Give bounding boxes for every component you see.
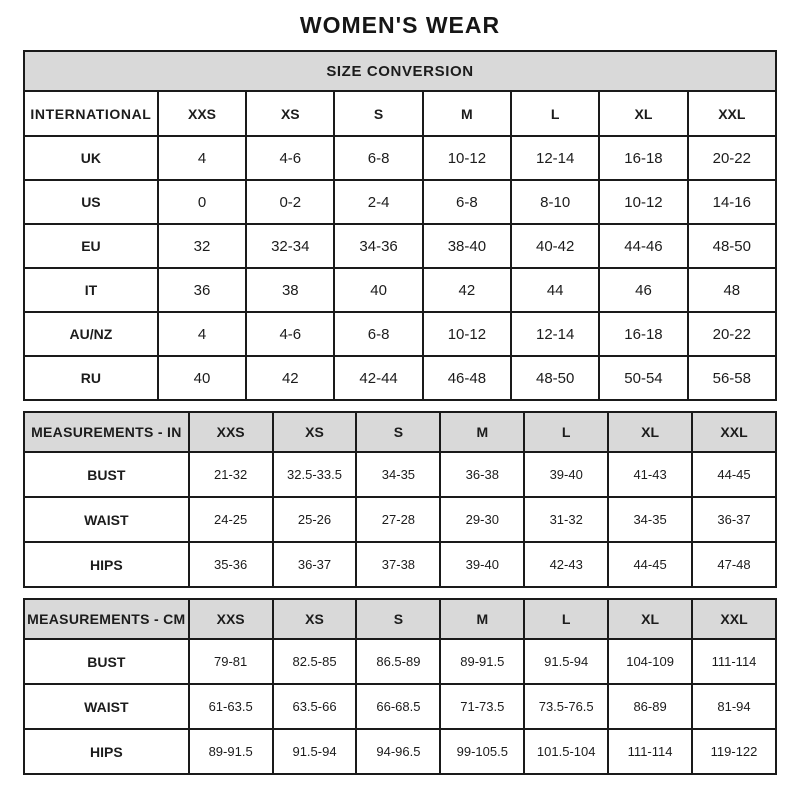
size-column-header: XL	[608, 412, 692, 452]
size-column-header: M	[423, 91, 511, 136]
value-cell: 34-36	[334, 224, 422, 268]
value-cell: 66-68.5	[356, 684, 440, 729]
value-cell: 21-32	[189, 452, 273, 497]
size-column-header: XXS	[158, 91, 246, 136]
size-column-header: S	[334, 91, 422, 136]
row-label: IT	[24, 268, 158, 312]
measurements-cm-body	[24, 639, 776, 774]
size-column-header: XXS	[189, 599, 273, 639]
value-cell: 61-63.5	[189, 684, 273, 729]
value-cell: 50-54	[599, 356, 687, 400]
row-header-title: INTERNATIONAL	[24, 91, 158, 136]
size-conversion-body	[24, 136, 776, 400]
value-cell: 6-8	[334, 312, 422, 356]
value-cell: 47-48	[692, 542, 776, 587]
size-column-header: XXL	[692, 412, 776, 452]
measurements-in-body	[24, 452, 776, 587]
row-label: BUST	[24, 639, 189, 684]
row-label: UK	[24, 136, 158, 180]
value-cell: 0-2	[246, 180, 334, 224]
value-cell: 25-26	[273, 497, 357, 542]
value-cell: 32	[158, 224, 246, 268]
size-column-header: XS	[273, 599, 357, 639]
table-row	[24, 224, 776, 268]
size-column-header: M	[440, 599, 524, 639]
size-column-header: L	[511, 91, 599, 136]
value-cell: 46-48	[423, 356, 511, 400]
value-cell: 119-122	[692, 729, 776, 774]
value-cell: 4	[158, 312, 246, 356]
value-cell: 48	[688, 268, 776, 312]
value-cell: 89-91.5	[440, 639, 524, 684]
value-cell: 10-12	[423, 312, 511, 356]
value-cell: 89-91.5	[189, 729, 273, 774]
value-cell: 40	[158, 356, 246, 400]
table-row	[24, 312, 776, 356]
value-cell: 10-12	[423, 136, 511, 180]
value-cell: 35-36	[189, 542, 273, 587]
size-column-header: S	[356, 599, 440, 639]
value-cell: 44-45	[692, 452, 776, 497]
value-cell: 16-18	[599, 312, 687, 356]
column-header-row	[24, 412, 776, 452]
column-header-row	[24, 91, 776, 136]
value-cell: 82.5-85	[273, 639, 357, 684]
row-label: WAIST	[24, 497, 189, 542]
value-cell: 111-114	[692, 639, 776, 684]
value-cell: 38-40	[423, 224, 511, 268]
table-row	[24, 639, 776, 684]
value-cell: 34-35	[608, 497, 692, 542]
value-cell: 4	[158, 136, 246, 180]
size-column-header: XS	[273, 412, 357, 452]
table-row	[24, 452, 776, 497]
row-label: HIPS	[24, 729, 189, 774]
value-cell: 20-22	[688, 136, 776, 180]
size-conversion-header: SIZE CONVERSION	[24, 51, 776, 91]
value-cell: 40-42	[511, 224, 599, 268]
value-cell: 14-16	[688, 180, 776, 224]
value-cell: 32-34	[246, 224, 334, 268]
value-cell: 34-35	[356, 452, 440, 497]
value-cell: 56-58	[688, 356, 776, 400]
value-cell: 0	[158, 180, 246, 224]
table-row	[24, 356, 776, 400]
value-cell: 91.5-94	[524, 639, 608, 684]
value-cell: 81-94	[692, 684, 776, 729]
value-cell: 111-114	[608, 729, 692, 774]
row-label: HIPS	[24, 542, 189, 587]
value-cell: 86.5-89	[356, 639, 440, 684]
value-cell: 24-25	[189, 497, 273, 542]
table-row	[24, 136, 776, 180]
value-cell: 42	[246, 356, 334, 400]
value-cell: 4-6	[246, 312, 334, 356]
value-cell: 41-43	[608, 452, 692, 497]
table-row	[24, 542, 776, 587]
table-row	[24, 684, 776, 729]
value-cell: 37-38	[356, 542, 440, 587]
value-cell: 36-37	[692, 497, 776, 542]
value-cell: 42-43	[524, 542, 608, 587]
size-column-header: XL	[608, 599, 692, 639]
value-cell: 29-30	[440, 497, 524, 542]
value-cell: 104-109	[608, 639, 692, 684]
row-label: AU/NZ	[24, 312, 158, 356]
value-cell: 42-44	[334, 356, 422, 400]
value-cell: 39-40	[440, 542, 524, 587]
value-cell: 20-22	[688, 312, 776, 356]
size-column-header: XXS	[189, 412, 273, 452]
value-cell: 42	[423, 268, 511, 312]
row-label: RU	[24, 356, 158, 400]
size-column-header: L	[524, 412, 608, 452]
value-cell: 91.5-94	[273, 729, 357, 774]
table-row	[24, 180, 776, 224]
size-conversion-table	[23, 50, 777, 401]
row-label: BUST	[24, 452, 189, 497]
value-cell: 44-46	[599, 224, 687, 268]
measurements-in-table	[23, 411, 777, 588]
size-column-header: XXL	[688, 91, 776, 136]
value-cell: 10-12	[599, 180, 687, 224]
value-cell: 99-105.5	[440, 729, 524, 774]
table-row	[24, 497, 776, 542]
value-cell: 16-18	[599, 136, 687, 180]
measurements-cm-table	[23, 598, 777, 775]
value-cell: 44-45	[608, 542, 692, 587]
value-cell: 12-14	[511, 312, 599, 356]
row-label: EU	[24, 224, 158, 268]
size-column-header: M	[440, 412, 524, 452]
value-cell: 63.5-66	[273, 684, 357, 729]
value-cell: 36	[158, 268, 246, 312]
value-cell: 38	[246, 268, 334, 312]
value-cell: 71-73.5	[440, 684, 524, 729]
column-header-row	[24, 599, 776, 639]
value-cell: 101.5-104	[524, 729, 608, 774]
value-cell: 31-32	[524, 497, 608, 542]
value-cell: 6-8	[423, 180, 511, 224]
size-column-header: XS	[246, 91, 334, 136]
value-cell: 79-81	[189, 639, 273, 684]
value-cell: 73.5-76.5	[524, 684, 608, 729]
value-cell: 48-50	[688, 224, 776, 268]
size-column-header: XXL	[692, 599, 776, 639]
value-cell: 4-6	[246, 136, 334, 180]
value-cell: 12-14	[511, 136, 599, 180]
value-cell: 36-37	[273, 542, 357, 587]
row-label: WAIST	[24, 684, 189, 729]
value-cell: 94-96.5	[356, 729, 440, 774]
row-header-title: MEASUREMENTS - IN	[24, 412, 189, 452]
value-cell: 46	[599, 268, 687, 312]
value-cell: 44	[511, 268, 599, 312]
merged-header-row	[24, 51, 776, 91]
value-cell: 36-38	[440, 452, 524, 497]
value-cell: 39-40	[524, 452, 608, 497]
value-cell: 40	[334, 268, 422, 312]
value-cell: 8-10	[511, 180, 599, 224]
table-row	[24, 268, 776, 312]
value-cell: 2-4	[334, 180, 422, 224]
size-column-header: L	[524, 599, 608, 639]
table-row	[24, 729, 776, 774]
value-cell: 86-89	[608, 684, 692, 729]
row-header-title: MEASUREMENTS - CM	[24, 599, 189, 639]
page-title: WOMEN'S WEAR	[299, 12, 501, 38]
value-cell: 27-28	[356, 497, 440, 542]
size-column-header: S	[356, 412, 440, 452]
row-label: US	[24, 180, 158, 224]
value-cell: 48-50	[511, 356, 599, 400]
value-cell: 32.5-33.5	[273, 452, 357, 497]
size-column-header: XL	[599, 91, 687, 136]
value-cell: 6-8	[334, 136, 422, 180]
